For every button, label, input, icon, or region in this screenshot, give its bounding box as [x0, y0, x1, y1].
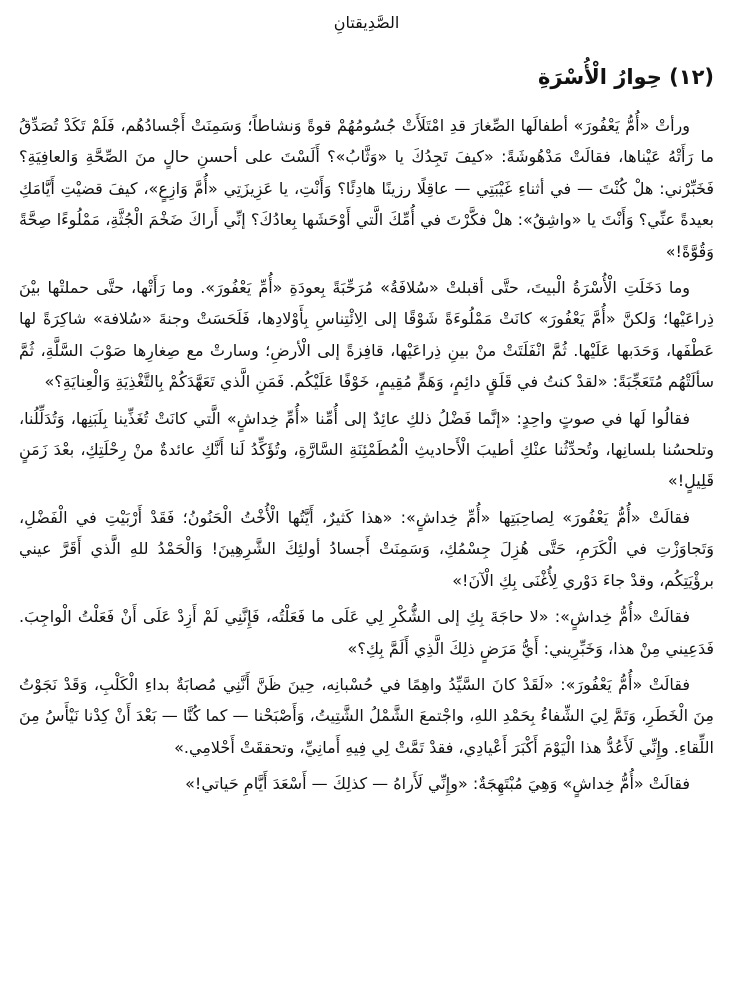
paragraph-text: فقالَتْ «أُمُّ يَعْفُورَ» لِصاحِبَتِها «أُمِّ خِداشٍ»: «هذا كَثيرٌ، أَيَّتُها الْأُخْتُ الْحَنُونُ؛ فَقَدْ أَرْبَيْتِ في الْفَضْلِ، وَتَجاوَزْتِ في الْكَرَمِ، حَتَّى هُزِلَ جِسْمُكِ، وَسَمِنَتْ أَجسادُ أولئِكَ الشَّرِهِينَ! وَالْحَمْدُ للهِ الَّذي أَقَرَّ عيني برؤْيَتِكُم، وقدْ جاءَ دَوْري لِأُغْنَى بِكِ الْآنَ!» [19, 507, 714, 590]
paragraph-text: فقالَتْ «أُمُّ يَعْفُورَ»: «لَقَدْ كانَ السَّيِّدُ واهِمًا في حُسْبانِه، حِينَ ظَنَّ أَنَّنِي مُصابَةٌ بداءِ الْكَلْبِ، وَقَدْ نَجَوْتُ مِنَ الْخَطَرِ، وَتَمَّ لِيَ الشِّفاءُ بِحَمْدِ اللهِ، واجْتمعَ الشَّمْلُ الشَّتِيتُ، وَأَصْبَحْنا — كما كُنَّا — بَعْدَ أَنْ كِدْنا نَيْأَسُ مِنَ اللِّقاءِ. وإِنِّي لَأَعُدُّ هذا الْيَوْمَ أَكْبَرَ أَعْيادِي، فقدْ تَمَّتْ لِي فِيهِ أَمانِيِّ، وتحققَتْ أَحْلامِي.» [19, 674, 714, 757]
paragraph [19, 601, 714, 664]
running-head: الصَّدِيقتانِ [333, 13, 400, 32]
paragraph-text: فقالَتْ «أُمُّ خِداشٍ»: «لا حاجَةَ بِكِ إلى الشُّكْرِ لِي عَلَى ما فَعَلْتُه، فَإِنَّنِي لَمْ أَزِدْ عَلَى أَنْ فَعَلْتُ الْواجِبَ. فَدَعِيني مِنْ هذا، وَخَبِّرِيني: أَيُّ مَرَضٍ ذلِكَ الَّذِي أَلَمَّ بِكِ؟» [19, 607, 714, 658]
paragraph [19, 110, 714, 267]
body-text [19, 110, 714, 805]
paragraph [19, 669, 714, 763]
paragraph-text: فقالَتْ «أُمُّ خِداشٍ» وَهِيَ مُبْتَهِجَةٌ: «وإِنِّي لَأَراهُ — كذلِكَ — أَسْعَدَ أَيَّامِ حَياتي!» [185, 774, 690, 794]
paragraph-text: ورأتْ «أُمُّ يَعْفُورَ» أطفالَها الصِّغارَ قدِ امْتَلَأَتْ جُسُومُهُمْ قوةً وَنشاطاً؛ وَسَمِنَتْ أَجْسادُهُم، فَلَمْ تَكَدْ تُصَدِّقُ ما رَأَتْهُ عَيْناها، فقالَتْ مَدْهُوشَةً: «كيفَ تَجِدُكَ يا «وَثَّابُ»؟ أَلَسْتَ على أحسنِ حالٍ منَ الصِّحَّةِ وَالعافِيَةِ؟ فَخَبِّرْني: هلْ كُنْتَ — في أثناءِ غَيْبَتِي — عاقِلًا رزينًا هادِئًا؟ وَأَنْتِ، يا عَزِيزَتِي «أُمَّ وَازِعٍ»، كيفَ قضيْتِ أَيَّامَكِ بعيدةً عنِّي؟ وَأَنْتَ يا «واشِقُ»: هلْ فكَّرْتَ في أُمِّكَ الَّتي أَوْحَشَها بِعادُكَ؟ إنِّي أَراكَ ضَخْمَ الْجُثَّةِ، مَمْلُوءًا صِحَّةً وَقُوَّةً!» [19, 116, 714, 261]
paragraph-text: فقالُوا لَها في صوتٍ واحِدٍ: «إنَّما فَضْلُ ذلكِ عائِدٌ إلى أُمِّنا «أُمِّ خِداشٍ» الَّتي كانَتْ تُغَذِّينا بِلَبَنِها، وَتُدَلِّلُنا، وتلحسُنا بلسانِها، وتُحدِّثُنا عنْكِ أطيبَ الْأَحاديثِ الْمُطَمْئِنَةِ السَّارَّةِ، وتُؤَكِّدُ لَنا أَنَّكِ عائدةٌ منْ رِحْلَتِكِ، بعْدَ زَمَنٍ قَلِيلٍ!» [19, 408, 714, 491]
paragraph [19, 502, 714, 596]
paragraph [19, 272, 714, 398]
paragraph [19, 403, 714, 497]
paragraph-text: وما دَخَلَتِ الْأُسْرَةُ الْبيتَ، حتَّى أقبلتْ «سُلافَةُ» مُرَحِّبَةً بِعودَةِ «أُمِّ يَعْفُورَ». وما رَأَتْها، حتَّى حملتْها بيْنَ ذِراعَيْها؛ وَلكنَّ «أُمَّ يَعْفُورَ» كانَتْ مَمْلُوءَةً شَوْقًا إلى الِائْتِناسِ بِأَوْلادِها، فَلَحَسَتْ وجنةَ «سُلافة» شاكِرَةً لها عَطْفَها، وَحَدَبها عَلَيْها. ثُمَّ انْفَلَتَتْ منْ بينِ ذِراعَيْها، قافِزةً إلى الْأرضِ؛ وسارتْ مع صِغارِها صَوْبَ السَّلَّةِ، ثُمَّ سألَتْهُم مُتَعَجِّبَةً: «لقدْ كنتُ في قَلَقٍ دائِمٍ، وَهَمٍّ مُقِيمٍ، خَوْفًا عَلَيْكُم. فَمَنِ الَّذي تَعَهَّدَكُمْ بِالتَّغْذِيَةِ وَالْعِنايَةِ؟» [19, 278, 714, 392]
paragraph [19, 768, 714, 799]
chapter-title: (١٢) حِوارُ الْأُسْرَةِ [537, 65, 714, 89]
